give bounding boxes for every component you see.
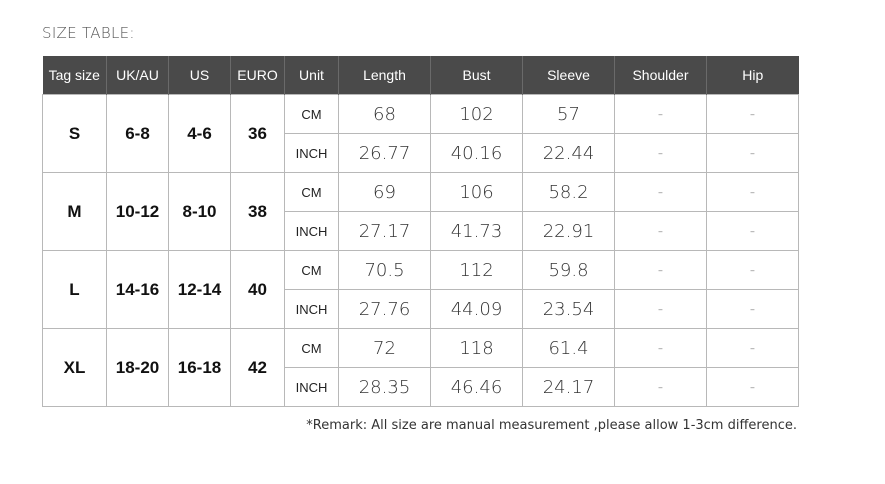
tag-size-cell: S (43, 95, 107, 173)
unit-cell: INCH (285, 212, 339, 251)
unit-cell: CM (285, 95, 339, 134)
uk-au-cell: 18-20 (107, 329, 169, 407)
header-unit: Unit (285, 56, 339, 95)
size-table (42, 56, 799, 407)
unit-cell: INCH (285, 290, 339, 329)
table-row (43, 95, 799, 134)
uk-au-cell: 6-8 (107, 95, 169, 173)
shoulder-cell: - (615, 212, 707, 251)
bust-cell: 106 (431, 173, 523, 212)
tag-size-cell: L (43, 251, 107, 329)
sleeve-cell: 23.54 (523, 290, 615, 329)
hip-cell: - (707, 368, 799, 407)
header-bust: Bust (431, 56, 523, 95)
shoulder-cell: - (615, 329, 707, 368)
length-cell: 28.35 (339, 368, 431, 407)
us-cell: 8-10 (169, 173, 231, 251)
uk-au-cell: 10-12 (107, 173, 169, 251)
remark-note: *Remark: All size are manual measurement ,please allow 1-3cm difference. (306, 418, 797, 433)
hip-cell: - (707, 329, 799, 368)
header-us: US (169, 56, 231, 95)
hip-cell: - (707, 290, 799, 329)
shoulder-cell: - (615, 173, 707, 212)
sleeve-cell: 61.4 (523, 329, 615, 368)
length-cell: 27.17 (339, 212, 431, 251)
us-cell: 4-6 (169, 95, 231, 173)
hip-cell: - (707, 134, 799, 173)
header-euro: EURO (231, 56, 285, 95)
table-row (43, 329, 799, 368)
hip-cell: - (707, 95, 799, 134)
length-cell: 69 (339, 173, 431, 212)
bust-cell: 112 (431, 251, 523, 290)
header-length: Length (339, 56, 431, 95)
euro-cell: 42 (231, 329, 285, 407)
unit-cell: CM (285, 329, 339, 368)
sleeve-cell: 59.8 (523, 251, 615, 290)
length-cell: 68 (339, 95, 431, 134)
header-row (43, 56, 799, 95)
us-cell: 16-18 (169, 329, 231, 407)
bust-cell: 118 (431, 329, 523, 368)
bust-cell: 44.09 (431, 290, 523, 329)
header-sleeve: Sleeve (523, 56, 615, 95)
table-row (43, 173, 799, 212)
hip-cell: - (707, 212, 799, 251)
unit-cell: CM (285, 173, 339, 212)
sleeve-cell: 58.2 (523, 173, 615, 212)
hip-cell: - (707, 251, 799, 290)
shoulder-cell: - (615, 134, 707, 173)
length-cell: 27.76 (339, 290, 431, 329)
size-table-title: SIZE TABLE: (42, 24, 135, 42)
header-hip: Hip (707, 56, 799, 95)
header-uk-au: UK/AU (107, 56, 169, 95)
hip-cell: - (707, 173, 799, 212)
sleeve-cell: 57 (523, 95, 615, 134)
euro-cell: 38 (231, 173, 285, 251)
tag-size-cell: M (43, 173, 107, 251)
unit-cell: CM (285, 251, 339, 290)
sleeve-cell: 24.17 (523, 368, 615, 407)
header-shoulder: Shoulder (615, 56, 707, 95)
header-tag-size: Tag size (43, 56, 107, 95)
shoulder-cell: - (615, 290, 707, 329)
bust-cell: 40.16 (431, 134, 523, 173)
length-cell: 26.77 (339, 134, 431, 173)
unit-cell: INCH (285, 368, 339, 407)
table-row (43, 251, 799, 290)
tag-size-cell: XL (43, 329, 107, 407)
bust-cell: 46.46 (431, 368, 523, 407)
sleeve-cell: 22.91 (523, 212, 615, 251)
shoulder-cell: - (615, 251, 707, 290)
sleeve-cell: 22.44 (523, 134, 615, 173)
length-cell: 72 (339, 329, 431, 368)
shoulder-cell: - (615, 95, 707, 134)
bust-cell: 102 (431, 95, 523, 134)
bust-cell: 41.73 (431, 212, 523, 251)
us-cell: 12-14 (169, 251, 231, 329)
uk-au-cell: 14-16 (107, 251, 169, 329)
euro-cell: 36 (231, 95, 285, 173)
euro-cell: 40 (231, 251, 285, 329)
unit-cell: INCH (285, 134, 339, 173)
shoulder-cell: - (615, 368, 707, 407)
length-cell: 70.5 (339, 251, 431, 290)
